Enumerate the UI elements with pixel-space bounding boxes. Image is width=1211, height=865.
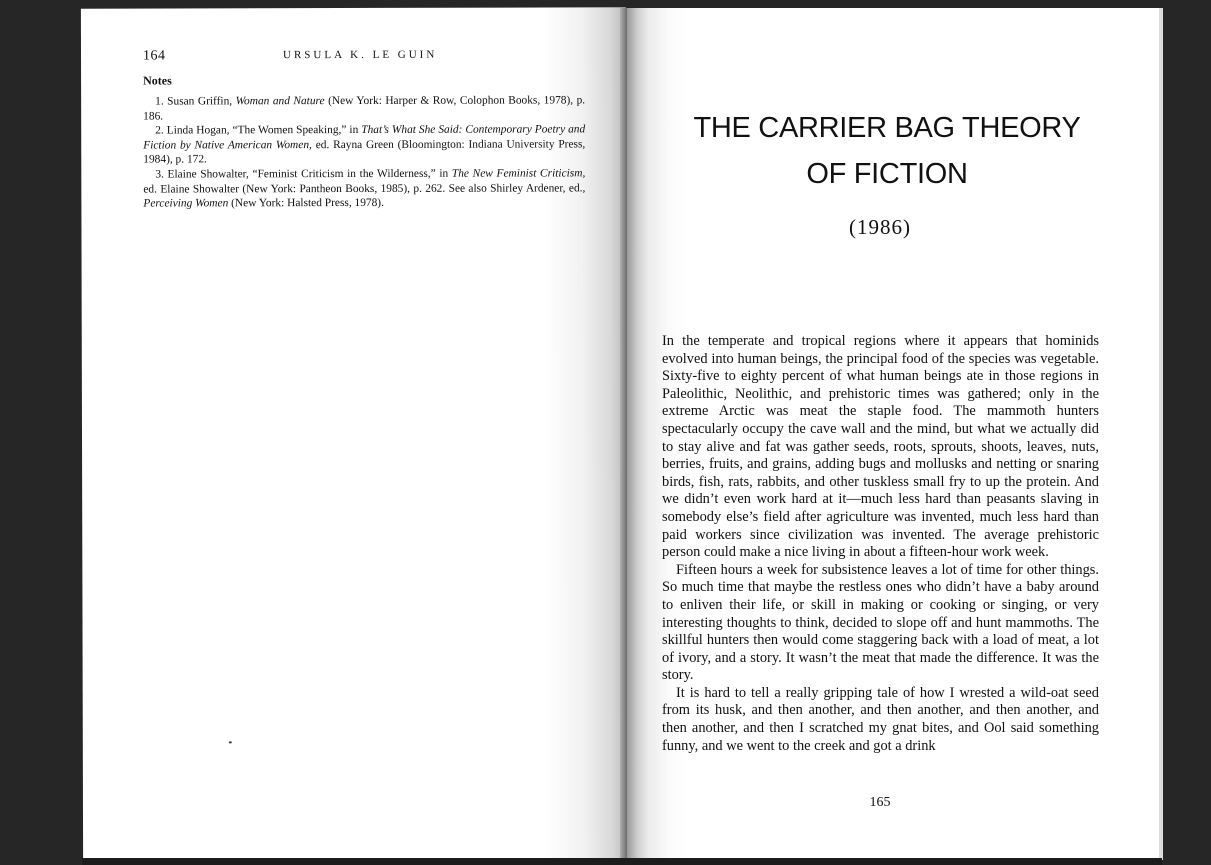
note-item xyxy=(143,93,585,123)
scan-border xyxy=(82,858,1162,865)
note-title-italic: The New Feminist Criticism, xyxy=(451,167,586,180)
notes-heading: Notes xyxy=(143,73,172,88)
page-number-left: 164 xyxy=(142,48,166,64)
scan-speck xyxy=(229,741,232,743)
body-paragraph: In the temperate and tropical regions where it appears that hominids evolved into human beings, the principal food of the species was vegetable. Sixty-five to eighty percent of what human beings ate in those regions in Paleolithic, Neolithic, and prehistoric times was gathered; only in the extreme Arctic was meat the staple food. The mammoth hunters spectacularly occupy the cave wall and the mind, but what we actually did to stay alive and fat was gather seeds, roots, sprouts, shoots, leaves, nuts, berries, fruits, and grains, adding bugs and mollusks and netting or snaring birds, fish, rats, rabbits, and other tuskless small fry to up the protein. And we didn’t even work hard at it—much less hard than peasants slaving in somebody else’s field after agriculture was invented, much less hard than paid workers since civilization was invented. The average prehistoric person could make a nice living in about a fifteen-hour work week. xyxy=(662,333,1099,561)
note-text: (New York: Harper & Row, Colophon Books, 1978), p. 186. xyxy=(143,94,586,123)
note-title-italic: That’s What She Said: Contemporary Poetry and Fiction by Native American Women, xyxy=(143,123,586,152)
note-text: ed. Elaine Showalter (New York: Pantheon Books, 1985), p. 262. See also Shirley Ardener, ed., xyxy=(143,181,586,196)
note-text: Linda Hogan, “The Women Speaking,” in xyxy=(166,124,362,137)
body-paragraph: Fifteen hours a week for subsistence leaves a lot of time for other things. So much time that maybe the restless ones who didn’t have a baby around to enliven their life, or skill in making or cooking or singing, or very interesting thoughts to think, decided to slope off and hunt mammoths. The skillful hunters then would come staggering back with a load of meat, a lot of ivory, and a story. It wasn’t the meat that made the difference. It was the story. xyxy=(662,561,1099,684)
notes-list xyxy=(143,93,585,211)
right-page xyxy=(627,8,1159,860)
note-text: ed. Rayna Green (Bloomington: Indiana University Press, 1984), p. 172. xyxy=(143,138,586,166)
chapter-year: (1986) xyxy=(849,215,911,239)
note-item xyxy=(143,166,585,211)
body-paragraph: It is hard to tell a really gripping tale of how I wrested a wild-oat seed from its husk, and then another, and then another, and then another, and then another, and then I scratched my gnat bites, and Ool said something funny, and we went to the creek and got a drink xyxy=(662,684,1099,754)
chapter-body xyxy=(662,333,1099,755)
note-item xyxy=(143,123,585,168)
page-edge xyxy=(1159,8,1163,860)
note-number: 1. xyxy=(155,95,164,108)
chapter-title-line-1: THE CARRIER BAG THEORY xyxy=(693,112,1081,144)
note-text: Susan Griffin, xyxy=(167,95,236,108)
left-page xyxy=(81,7,628,860)
running-head: URSULA K. LE GUIN xyxy=(282,48,438,62)
note-title-italic: Perceiving Women xyxy=(143,197,229,210)
note-title-italic: Woman and Nature xyxy=(235,95,325,108)
page-number-right: 165 xyxy=(869,795,891,810)
note-text: Elaine Showalter, “Feminist Criticism in the Wilderness,” in xyxy=(167,167,452,181)
chapter-title-line-2: OF FICTION xyxy=(806,158,968,190)
note-text: (New York: Halsted Press, 1978). xyxy=(228,197,384,210)
note-number: 2. xyxy=(155,124,164,137)
note-number: 3. xyxy=(155,168,164,181)
chapter-title xyxy=(657,105,1117,197)
